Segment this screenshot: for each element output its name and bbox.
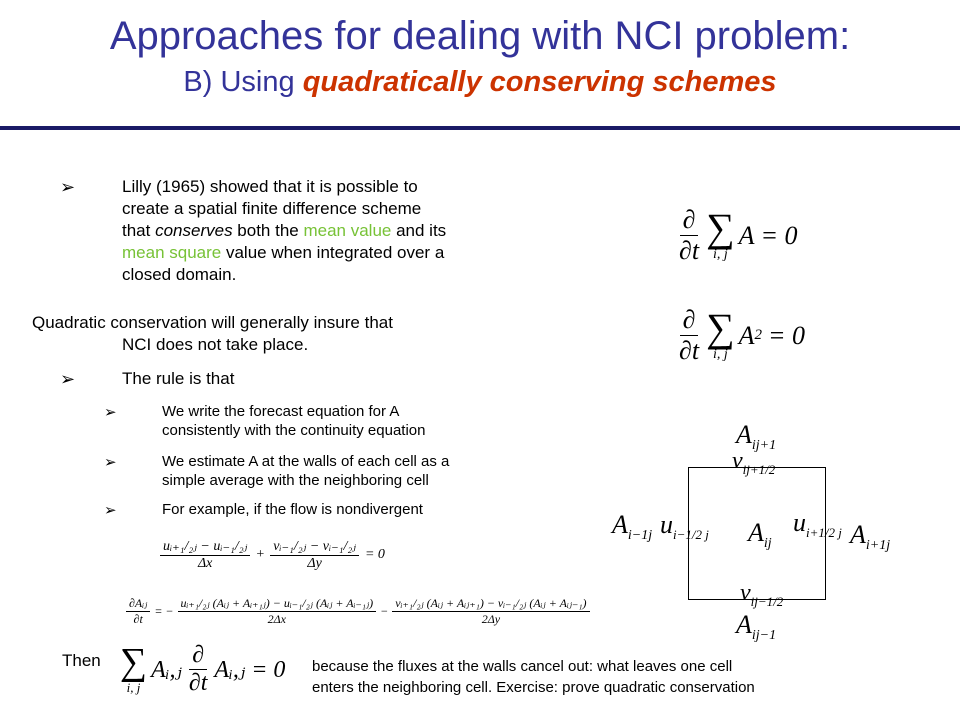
- fraction-du: [160, 538, 250, 572]
- fraction-numerator: vᵢ₊₁/₂ⱼ (Aᵢⱼ + Aᵢⱼ₊₁) − vᵢ₋₁/₂ⱼ (Aᵢⱼ + Aᵢⱼ₋₁): [392, 596, 589, 612]
- text-span: value when integrated over a: [221, 243, 445, 262]
- title-divider: [0, 126, 960, 130]
- fraction-numerator: uᵢ₊₁/₂ⱼ (Aᵢⱼ + Aᵢ₊₁ⱼ) − uᵢ₋₁/₂ⱼ (Aᵢⱼ + Aᵢ₋₁ⱼ): [178, 596, 377, 612]
- equation-operator: = −: [154, 604, 174, 618]
- text-span: and its: [391, 221, 447, 240]
- grid-symbol: A: [748, 518, 764, 547]
- fraction-denominator: ∂t: [133, 612, 143, 626]
- text-highlight: mean value: [303, 221, 392, 240]
- text-line: enters the neighboring cell. Exercise: prove quadratic conservation: [312, 679, 755, 696]
- text-line: Lilly (1965) showed that it is possible to: [122, 177, 418, 196]
- fraction-numerator: ∂Aᵢⱼ: [126, 596, 150, 612]
- label-A-right: [850, 520, 890, 554]
- equation-operator: −: [380, 604, 389, 618]
- partial-t-fraction: $\frac{\partial}{\partial t}$: [679, 205, 700, 265]
- equation-variable: A: [738, 320, 755, 350]
- fraction-numerator: uᵢ₊₁/₂ⱼ − uᵢ₋₁/₂ⱼ: [160, 538, 250, 556]
- text-emphasis: conserves: [155, 221, 233, 240]
- slide-title: Approaches for dealing with NCI problem:: [109, 14, 851, 58]
- subbullet-example: For example, if the flow is nondivergent: [162, 501, 423, 518]
- partial-t-fraction: $\frac{\partial}{\partial t}$: [188, 642, 208, 696]
- text-line: closed domain.: [122, 265, 237, 284]
- fraction-x-flux: [178, 596, 377, 627]
- bullet-arrow-icon: ➢: [60, 177, 76, 197]
- text-line: simple average with the neighboring cell: [162, 472, 429, 489]
- fraction-dv: [270, 538, 359, 572]
- subbullet-forecast: [162, 402, 426, 440]
- slide-subtitle: [0, 64, 960, 100]
- fraction-denominator: 2Δx: [267, 612, 287, 626]
- grid-symbol: A: [612, 510, 628, 539]
- bullet-lilly: [122, 176, 446, 286]
- fraction-dA-dt: [126, 596, 150, 627]
- grid-subscript: ij: [763, 536, 772, 552]
- equation-variable: Aᵢ,ⱼ: [151, 657, 182, 683]
- sum-operator: ∑ i, j: [706, 304, 735, 362]
- grid-symbol: u: [660, 510, 673, 539]
- grid-symbol: A: [736, 420, 752, 449]
- footer-explanation: [312, 656, 755, 698]
- label-A-bottom: [736, 610, 776, 644]
- sum-subscript: i, j: [712, 346, 728, 362]
- grid-subscript: i+1/2 j: [806, 525, 842, 541]
- grid-subscript: i−1j: [627, 528, 653, 544]
- text-line: [122, 242, 446, 264]
- paragraph-quadratic: [32, 312, 393, 356]
- sum-operator: ∑ i, j: [706, 204, 735, 262]
- fraction-numerator: vᵢ₋₁/₂ⱼ − vᵢ₋₁/₂ⱼ: [270, 538, 359, 556]
- subtitle-prefix: B) Using: [183, 66, 303, 98]
- equation-tail: Aᵢ,ⱼ = 0: [214, 657, 286, 683]
- partial-t-fraction: $\frac{\partial}{\partial t}$: [679, 305, 700, 365]
- grid-symbol: v: [740, 580, 751, 606]
- fraction-denominator: Δx: [197, 556, 213, 571]
- grid-symbol: v: [732, 448, 743, 474]
- label-u-left: [660, 510, 709, 543]
- grid-subscript: ij−1/2: [750, 593, 784, 609]
- sum-subscript: i, j: [126, 679, 141, 695]
- equation-forecast: [126, 596, 590, 627]
- sum-subscript: i, j: [712, 246, 728, 262]
- label-u-right: [793, 508, 842, 541]
- equation-exponent: 2: [754, 327, 762, 343]
- text-line: We estimate A at the walls of each cell as a: [162, 453, 450, 470]
- equation-tail: = 0: [767, 320, 806, 350]
- subtitle-emphasis: quadratically conserving schemes: [302, 66, 777, 98]
- label-A-left: [612, 510, 652, 544]
- text-span: both the: [232, 221, 304, 240]
- grid-symbol: u: [793, 508, 806, 537]
- fraction-denominator: 2Δy: [481, 612, 501, 626]
- grid-subscript: ij+1/2: [742, 461, 776, 477]
- bullet-arrow-icon: ➢: [60, 369, 76, 389]
- label-v-bottom: [740, 580, 783, 610]
- equation-nondivergent: $\frac{\text{uᵢ₊₁/₂ⱼ − uᵢ₋₁/₂ⱼ}}{\Delta x}$ + $\frac{\text{vᵢ₋₁/₂ⱼ − vᵢ₋₁/₂ⱼ}}{\Delta y}$ = 0: [160, 538, 385, 572]
- grid-symbol: A: [850, 520, 866, 549]
- equation-square-conservation: [676, 305, 805, 366]
- grid-subscript: i−1/2 j: [673, 527, 709, 543]
- label-A-center: [748, 518, 772, 552]
- text-line: [122, 220, 446, 242]
- fraction-y-flux: [392, 596, 589, 627]
- text-line: consistently with the continuity equation: [162, 422, 426, 439]
- equation-then: [120, 642, 285, 697]
- grid-subscript: i+1j: [865, 538, 891, 554]
- subbullet-arrow-icon: ➢: [104, 502, 117, 519]
- grid-subscript: ij−1: [751, 628, 777, 644]
- subbullet-walls: [162, 452, 449, 490]
- subbullet-arrow-icon: ➢: [104, 454, 117, 471]
- text-span: that: [122, 221, 156, 240]
- label-v-top: [732, 448, 775, 478]
- bullet-rule: The rule is that: [122, 369, 235, 388]
- text-line: create a spatial finite difference scheme: [122, 199, 422, 218]
- grid-subscript: ij+1: [751, 438, 777, 454]
- then-label: Then: [62, 651, 101, 670]
- text-line: NCI does not take place.: [122, 335, 309, 354]
- equation-tail: A = 0: [738, 220, 798, 250]
- subbullet-arrow-icon: ➢: [104, 404, 117, 421]
- equation-rhs: = 0: [364, 547, 385, 562]
- text-line: because the fluxes at the walls cancel out: what leaves one cell: [312, 658, 733, 675]
- grid-symbol: A: [736, 610, 752, 639]
- equation-mean-conservation: [676, 205, 798, 266]
- text-line: We write the forecast equation for A: [162, 403, 400, 420]
- sum-operator: ∑ i, j: [120, 640, 148, 695]
- fraction-denominator: Δy: [307, 556, 322, 571]
- text-highlight: mean square: [122, 243, 222, 262]
- text-line: Quadratic conservation will generally insure that: [32, 313, 393, 332]
